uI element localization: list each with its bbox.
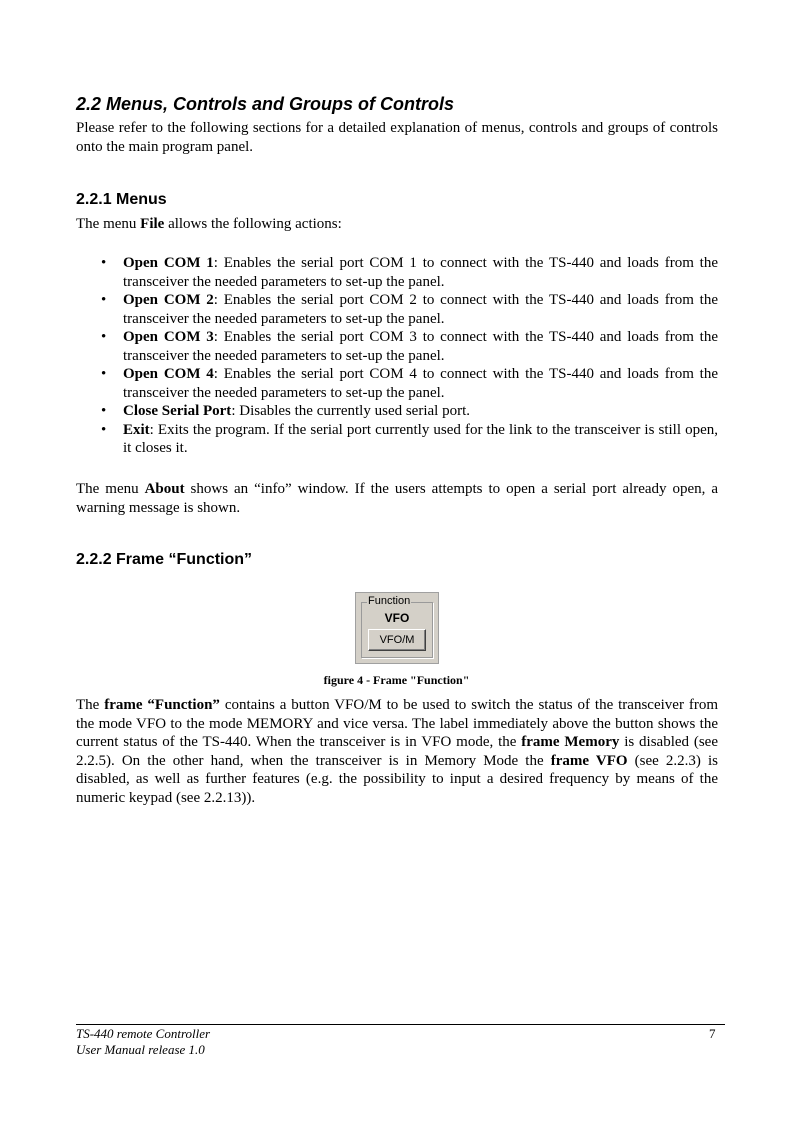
desc-bold-frame-vfo: frame VFO (550, 752, 628, 769)
list-item (76, 254, 718, 291)
function-frame-figure (355, 592, 439, 664)
file-menu-actions (76, 254, 718, 458)
action-label: Close Serial Port (123, 403, 232, 419)
footer-divider (76, 1024, 725, 1025)
bullet-dot-icon: • (101, 403, 107, 419)
file-menu-intro (76, 215, 718, 234)
desc-text: (see 2.2.3) is disabled, as well as further features (e.g. the possibility to input a desired frequency by means of the numeric keypad (see 2.2.13)). (76, 752, 719, 806)
action-desc: : Exits the program. If the serial port currently used for the link to the transceiver is still open, it closes it. (123, 421, 718, 456)
list-item (76, 421, 718, 458)
file-menu-name: File (140, 216, 165, 232)
desc-text: The (76, 697, 105, 713)
action-desc: : Enables the serial port COM 4 to connect with the TS-440 and loads from the transceiver the needed parameters to set-up the panel. (123, 366, 718, 401)
bullet-dot-icon: • (101, 421, 107, 438)
desc-bold-frame-function: frame “Function” (104, 697, 220, 713)
desc-bold-frame-memory: frame Memory (521, 734, 620, 750)
list-item (76, 365, 718, 402)
desc-text: is disabled (see 2.2.5). On the other hand, when the transceiver is in Memory Mode the (76, 734, 718, 769)
action-label: Open COM 4 (123, 366, 214, 382)
menus-heading: 2.2.1 Menus (76, 191, 167, 208)
section-intro: Please refer to the following sections for a detailed explanation of menus, controls and groups of controls onto the main program panel. (76, 120, 718, 155)
function-group-title: Function (368, 595, 411, 607)
list-item (76, 291, 718, 328)
action-label: Open COM 2 (123, 292, 214, 308)
list-item (76, 402, 718, 421)
footer-title (76, 1026, 210, 1058)
desc-text: contains a button VFO/M to be used to switch the status of the transceiver from the mode VFO to the mode MEMORY and vice versa. The label immediately above the button shows the current status of the TS-440. When the transceiver is in VFO mode, the (76, 697, 718, 750)
about-post: shows an “info” window. If the users attempts to open a serial port already open, a warning message is shown. (76, 481, 719, 516)
bullet-dot-icon: • (101, 329, 107, 345)
footer-line-2: User Manual release 1.0 (76, 1042, 205, 1057)
about-pre: The menu (76, 481, 145, 497)
vfo-m-button[interactable]: VFO/M (368, 629, 426, 651)
action-desc: : Enables the serial port COM 1 to connect with the TS-440 and loads from the transceiver the needed parameters to set-up the panel. (123, 255, 718, 290)
frame-function-description (76, 696, 718, 807)
frame-function-heading: 2.2.2 Frame “Function” (76, 551, 253, 568)
bullet-dot-icon: • (101, 292, 107, 308)
action-label: Open COM 3 (123, 329, 214, 345)
vfo-status-label: VFO (384, 611, 410, 625)
bullet-dot-icon: • (101, 366, 107, 382)
section-heading: 2.2 Menus, Controls and Groups of Controls (76, 94, 455, 114)
action-desc: : Enables the serial port COM 3 to connect with the TS-440 and loads from the transceiver the needed parameters to set-up the panel. (123, 329, 718, 364)
bullet-dot-icon: • (101, 255, 107, 271)
action-desc: : Enables the serial port COM 2 to connect with the TS-440 and loads from the transceiver the needed parameters to set-up the panel. (123, 292, 718, 327)
footer-line-1: TS-440 remote Controller (76, 1026, 211, 1041)
about-menu-text (76, 480, 718, 517)
file-intro-post: allows the following actions: (164, 216, 342, 232)
list-item (76, 328, 718, 365)
action-label: Exit (123, 421, 150, 438)
file-intro-pre: The menu (76, 216, 141, 232)
action-label: Open COM 1 (123, 255, 214, 271)
page-number: 7 (709, 1026, 716, 1041)
about-menu-name: About (144, 481, 185, 497)
figure-caption: figure 4 - Frame "Function" (323, 673, 470, 687)
action-desc: : Disables the currently used serial port. (231, 403, 470, 419)
